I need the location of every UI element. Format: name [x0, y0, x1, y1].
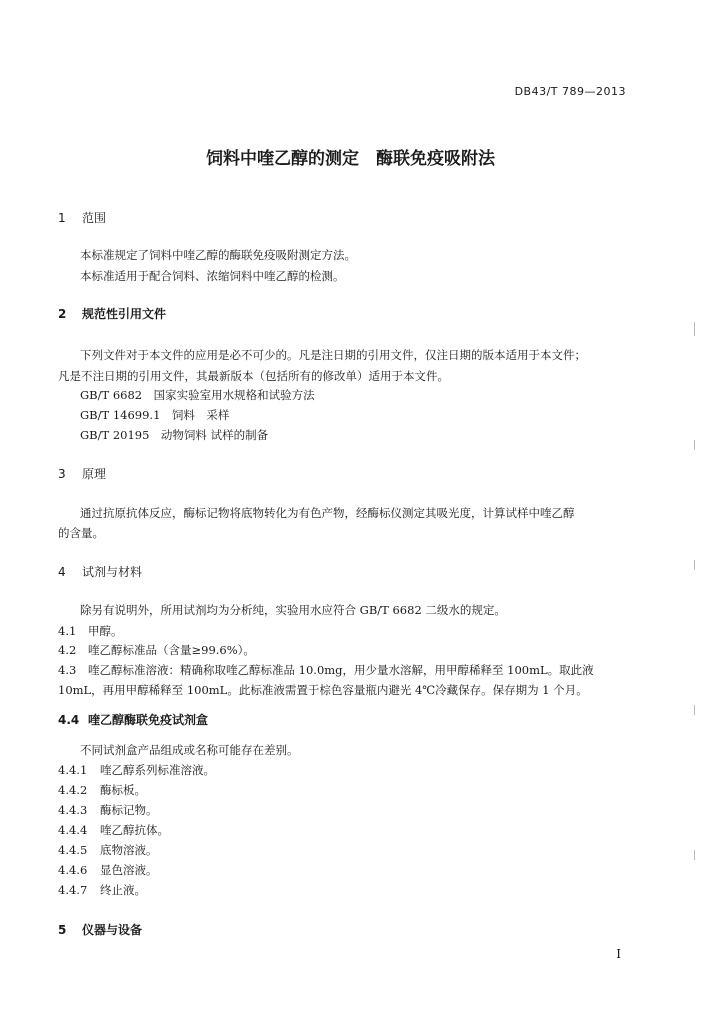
clause-number: 4.4.2: [58, 783, 88, 797]
paragraph-line: 本标准适用于配合饲料、浓缩饲料中喹乙醇的检测。: [80, 269, 345, 283]
clause-number: 4.4.3: [58, 803, 88, 817]
clause-text: 显色溶液。: [100, 863, 158, 877]
paragraph-line: 的含量。: [58, 526, 104, 540]
clause-number: 4.4.6: [58, 863, 88, 877]
clause-item: [58, 642, 255, 658]
paragraph-line: 通过抗原抗体反应，酶标记物将底物转化为有色产物，经酶标仪测定其吸光度，计算试样中喹乙醇: [80, 506, 575, 520]
clause-number: 4.4: [58, 713, 80, 727]
section-number: 1: [58, 211, 66, 225]
reference-line: GB/T 6682 国家实验室用水规格和试验方法: [80, 388, 315, 402]
clause-number: 4.4.1: [58, 763, 88, 777]
clause-text: 底物溶液。: [100, 843, 158, 857]
scan-mark: [694, 440, 695, 450]
section-number: 4: [58, 565, 66, 579]
scan-mark: [694, 850, 695, 860]
clause-item: [58, 662, 594, 678]
section-3-heading: [58, 466, 106, 482]
clause-item: [58, 782, 146, 798]
clause-text: 酶标记物。: [100, 803, 158, 817]
clause-text: 喹乙醇系列标准溶液。: [100, 763, 215, 777]
reference-line: GB/T 20195 动物饲料 试样的制备: [80, 428, 269, 442]
clause-number: 4.2: [58, 643, 77, 657]
clause-text: 喹乙醇标准溶液：精确称取喹乙醇标准品 10.0mg，用少量水溶解，用甲醇稀释至 100mL。取此液: [88, 663, 594, 677]
clause-item: [58, 842, 158, 858]
paragraph-line: 凡是不注日期的引用文件，其最新版本（包括所有的修改单）适用于本文件。: [58, 369, 449, 383]
reference-line: GB/T 14699.1 饲料 采样: [80, 408, 230, 422]
clause-number: 4.4.7: [58, 883, 88, 897]
section-title: 范围: [82, 211, 107, 225]
section-1-heading: [58, 210, 106, 226]
paragraph-line: 10mL，再用甲醇稀释至 100mL。此标准液需置于棕色容量瓶内避光 4℃冷藏保存。保存期为 1 个月。: [58, 683, 588, 697]
subsection-title: 喹乙醇酶联免疫试剂盒: [88, 713, 209, 727]
section-title: 试剂与材料: [82, 565, 143, 579]
paragraph-line: 不同试剂盒产品组成或名称可能存在差别。: [80, 743, 299, 757]
section-number: 5: [58, 923, 67, 937]
clause-item: [58, 862, 158, 878]
clause-item: [58, 802, 158, 818]
scan-mark: [694, 322, 695, 336]
clause-number: 4.3: [58, 663, 77, 677]
clause-item: [58, 623, 123, 639]
clause-text: 喹乙醇标准品（含量≥99.6%）。: [88, 643, 255, 657]
clause-item: [58, 762, 215, 778]
document-title: 饲料中喹乙醇的测定 酶联免疫吸附法: [206, 149, 495, 169]
subsection-heading: [58, 712, 208, 728]
section-title: 原理: [82, 467, 107, 481]
clause-number: 4.1: [58, 624, 77, 638]
section-2-heading: [58, 306, 166, 322]
section-title: 规范性引用文件: [82, 307, 167, 321]
section-4-heading: [58, 564, 142, 580]
scan-mark: [694, 705, 695, 715]
clause-text: 酶标板。: [100, 783, 146, 797]
paragraph-line: 本标准规定了饲料中喹乙醇的酶联免疫吸附测定方法。: [80, 248, 356, 262]
clause-text: 终止液。: [100, 883, 146, 897]
section-number: 2: [58, 307, 67, 321]
section-number: 3: [58, 467, 66, 481]
clause-number: 4.4.4: [58, 823, 88, 837]
clause-item: [58, 882, 146, 898]
clause-item: [58, 822, 169, 838]
section-5-heading: [58, 922, 142, 938]
clause-number: 4.4.5: [58, 843, 88, 857]
page-number: I: [616, 947, 621, 961]
scan-mark: [694, 560, 695, 570]
standard-code: DB43/T 789—2013: [514, 85, 626, 98]
clause-text: 喹乙醇抗体。: [100, 823, 169, 837]
paragraph-line: 除另有说明外，所用试剂均为分析纯，实验用水应符合 GB/T 6682 二级水的规定。: [80, 603, 506, 617]
section-title: 仪器与设备: [82, 923, 143, 937]
clause-text: 甲醇。: [88, 624, 123, 638]
paragraph-line: 下列文件对于本文件的应用是必不可少的。凡是注日期的引用文件，仅注日期的版本适用于本文件；: [80, 348, 586, 362]
